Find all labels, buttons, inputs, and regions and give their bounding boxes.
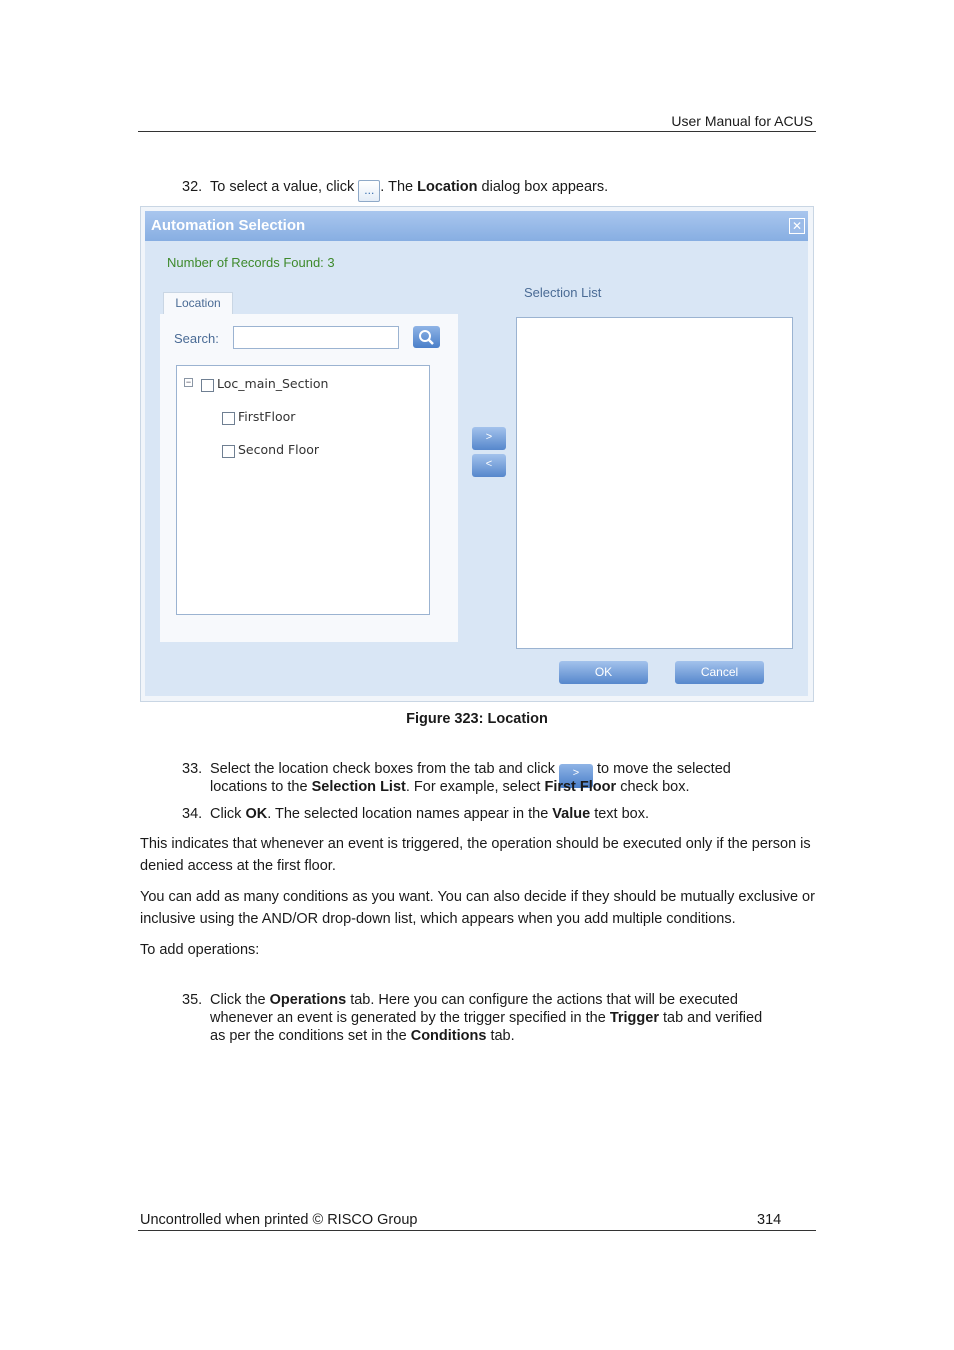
step-32 bbox=[182, 178, 609, 197]
selection-list[interactable] bbox=[516, 317, 793, 649]
tree-item-second-floor[interactable]: Second Floor bbox=[238, 442, 320, 457]
page-number: 314 bbox=[757, 1212, 782, 1228]
body-text bbox=[140, 833, 816, 970]
step-33-line1: Select the location check boxes from the tab and click > to move the selected bbox=[210, 760, 731, 788]
selection-list-label: Selection List bbox=[524, 285, 602, 300]
step-35-line3: as per the conditions set in the Conditions tab. bbox=[210, 1028, 515, 1044]
tab-location[interactable]: Location bbox=[163, 292, 233, 314]
step-33-line2: locations to the Selection List. For example, select First Floor check box. bbox=[210, 779, 690, 795]
step-32-text: To select a value, click ... . The Location dialog box appears. bbox=[210, 178, 608, 202]
step-35-line2: whenever an event is generated by the trigger specified in the Trigger tab and verified bbox=[210, 1010, 763, 1026]
header-rule bbox=[138, 131, 816, 132]
checkbox-loc-main-section[interactable] bbox=[201, 379, 214, 392]
footer-rule bbox=[138, 1230, 816, 1231]
checkbox-second-floor[interactable] bbox=[222, 445, 235, 458]
ellipsis-button-icon: ... bbox=[358, 180, 380, 202]
dialog-titlebar bbox=[145, 211, 808, 241]
search-input[interactable] bbox=[233, 326, 399, 349]
checkbox-firstfloor[interactable] bbox=[222, 412, 235, 425]
paragraph: To add operations: bbox=[140, 942, 260, 958]
move-right-button[interactable]: > bbox=[472, 427, 506, 450]
cancel-button[interactable]: Cancel bbox=[675, 661, 764, 684]
figure-caption: Figure 323: Location bbox=[406, 711, 548, 727]
step-35-line1: Click the Operations tab. Here you can configure the actions that will be executed bbox=[210, 992, 738, 1008]
tree-item-root[interactable]: Loc_main_Section bbox=[217, 376, 329, 391]
location-tree bbox=[176, 365, 430, 615]
search-label: Search: bbox=[174, 331, 219, 346]
search-button[interactable] bbox=[413, 326, 440, 348]
automation-selection-dialog bbox=[145, 211, 808, 696]
move-right-button-icon: > bbox=[559, 764, 593, 788]
step-34 bbox=[182, 805, 650, 823]
step-number: 35. bbox=[182, 992, 203, 1008]
collapse-icon[interactable]: − bbox=[185, 377, 192, 387]
footer-copyright: Uncontrolled when printed © RISCO Group bbox=[140, 1212, 418, 1228]
running-header: User Manual for ACUS bbox=[671, 113, 813, 129]
paragraph: You can add as many conditions as you want. You can also decide if they should be mutually exclusive or inclusive using the AND/OR drop-down list, which appears when you add multiple conditions. bbox=[140, 889, 815, 927]
step-35 bbox=[182, 991, 738, 1009]
close-icon[interactable]: ✕ bbox=[789, 218, 805, 234]
step-number: 32. bbox=[182, 179, 203, 195]
records-found-label: Number of Records Found: 3 bbox=[167, 255, 335, 270]
move-left-button[interactable]: < bbox=[472, 454, 506, 477]
step-number: 33. bbox=[182, 761, 203, 777]
step-33 bbox=[182, 760, 731, 779]
search-icon bbox=[413, 326, 440, 348]
location-panel bbox=[160, 314, 458, 642]
step-number: 34. bbox=[182, 806, 203, 822]
step-34-text: Click OK. The selected location names appear in the Value text box. bbox=[210, 806, 650, 822]
dialog-title: Automation Selection bbox=[151, 217, 306, 234]
tree-item-firstfloor[interactable]: FirstFloor bbox=[238, 409, 296, 424]
ok-button[interactable]: OK bbox=[559, 661, 648, 684]
paragraph: This indicates that whenever an event is triggered, the operation should be executed only if the person is denied access at the first floor. bbox=[140, 836, 811, 874]
